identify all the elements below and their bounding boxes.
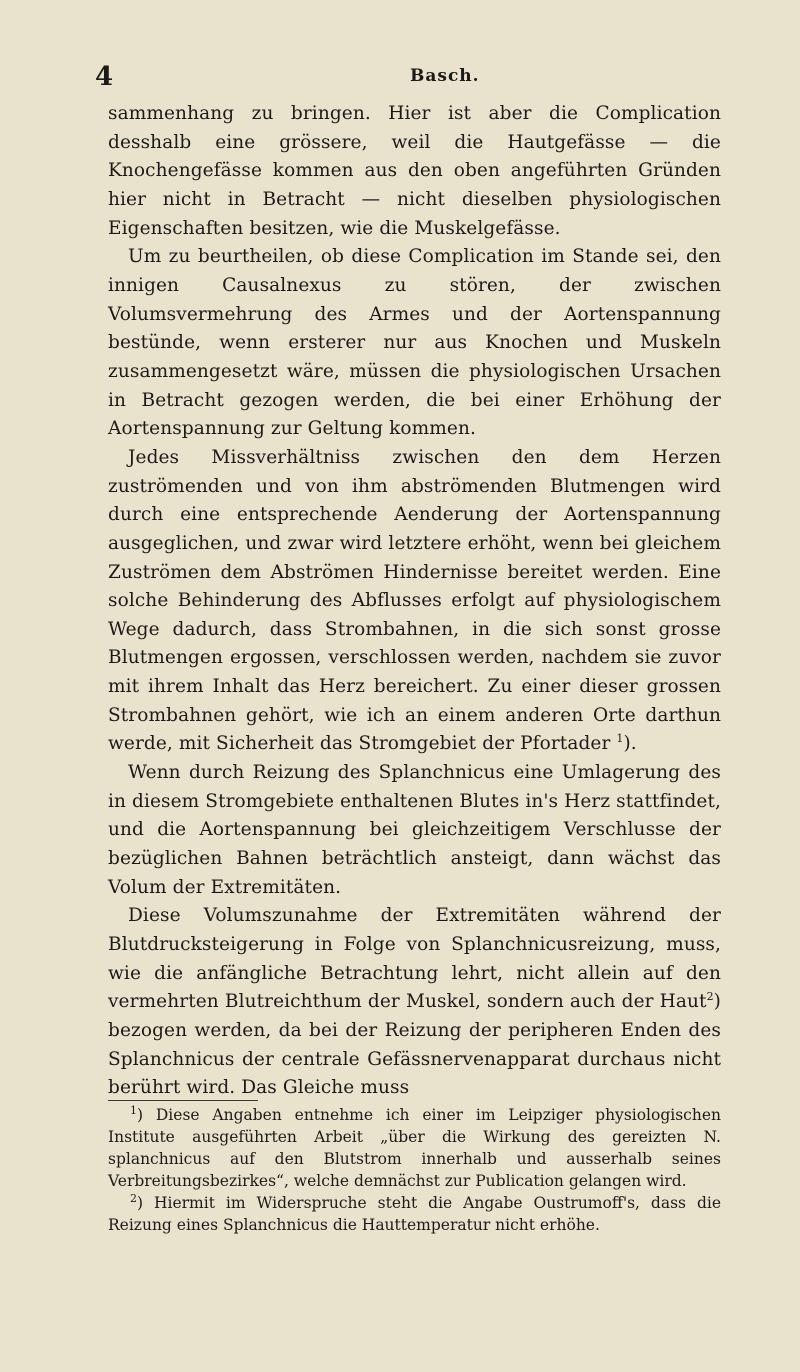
- running-title: Basch.: [410, 66, 480, 86]
- footnote-mark: 2: [130, 1191, 137, 1205]
- paragraph-text: bezogen werden, da bei der Reizung der peripheren Enden des Splanchnicus der centrale Gefässnervenapparat durchaus nicht berührt wird. Das Gleiche muss: [108, 1020, 721, 1099]
- footnotes: [108, 1104, 721, 1236]
- footnote-text: ) Hiermit im Widerspruche steht die Angabe Oustrumoff's, dass die Reizung eines Splanchnicus die Hauttemperatur nicht erhöhe.: [108, 1194, 721, 1234]
- paragraph: Wenn durch Reizung des Splanchnicus eine Umlagerung des in diesem Stromgebiete enthaltenen Blutes in's Herz stattfindet, und die Aortenspannung bei gleichzeitigem Verschlusse der bezüglichen Bahnen beträchtlich ansteigt, dann wächst das Volum der Extremitäten.: [108, 762, 721, 898]
- footnote-1: [108, 1104, 721, 1192]
- paragraph: [108, 444, 721, 759]
- paragraph-tail-prefix: ): [713, 991, 721, 1013]
- paragraph-text: Jedes Missverhältniss zwischen den dem Herzen zuströmenden und von ihm abströmenden Blutmengen wird durch eine entsprechende Aenderung der Aortenspannung ausgeglichen, und zwar wird letztere erhöht, wenn bei gleichem Zuströmen dem Abströmen Hindernisse bereitet werden. Eine solche Behinderung des Abflusses erfolgt auf physiologischem Wege dadurch, dass Strombahnen, in die sich sonst grosse Blutmengen ergossen, verschlossen werden, nachdem sie zuvor mit ihrem Inhalt das Herz bereichert. Zu einer dieser grossen Strombahnen gehört, wie ich an einem anderen Orte darthun werde, mit Sicherheit das Stromgebiet der Pfortader: [108, 446, 721, 755]
- footnote-text: ) Diese Angaben entnehme ich einer im Leipziger physiologischen Institute ausgeführten Arbeit „über die Wirkung des gereizten N. splanchnicus auf den Blutstrom innerhalb und ausserhalb seines Verbreitungsbezirkes“, welche demnächst zur Publication gelangen wird.: [108, 1106, 721, 1190]
- footnote-ref-2[interactable]: 2: [706, 990, 714, 1004]
- page-header: [0, 62, 800, 92]
- paragraph-tail: ).: [623, 733, 637, 755]
- paragraph: Um zu beurtheilen, ob diese Complication im Stande sei, den innigen Causalnexus zu stören, der zwischen Volumsvermehrung des Armes und der Aortenspannung bestünde, wenn ersterer nur aus Knochen und Muskeln zusammengesetzt wäre, müssen die physiologischen Ursachen in Betracht gezogen werden, die bei einer Erhöhung der Aortenspannung zur Geltung kommen.: [108, 246, 721, 440]
- footnote-ref-1[interactable]: 1: [616, 732, 624, 746]
- paragraph-text: Diese Volumszunahme der Extremitäten während der Blutdrucksteigerung in Folge von Splanchnicusreizung, muss, wie die anfängliche Betrachtung lehrt, nicht allein auf den vermehrten Blutreichthum der Muskel, sondern auch der Haut: [108, 905, 721, 1013]
- footnote-mark: 1: [130, 1103, 137, 1117]
- main-text: [108, 100, 721, 1103]
- footnote-divider: [108, 1100, 258, 1101]
- page-number: 4: [95, 62, 114, 92]
- paragraph: [108, 902, 721, 1103]
- paragraph-continuation: sammenhang zu bringen. Hier ist aber die Complication desshalb eine grössere, weil die Hautgefässe — die Knochengefässe kommen aus den oben angeführten Gründen hier nicht in Betracht — nicht dieselben physiologischen Eigenschaften besitzen, wie die Muskelgefässe.: [108, 103, 721, 239]
- footnote-2: [108, 1192, 721, 1236]
